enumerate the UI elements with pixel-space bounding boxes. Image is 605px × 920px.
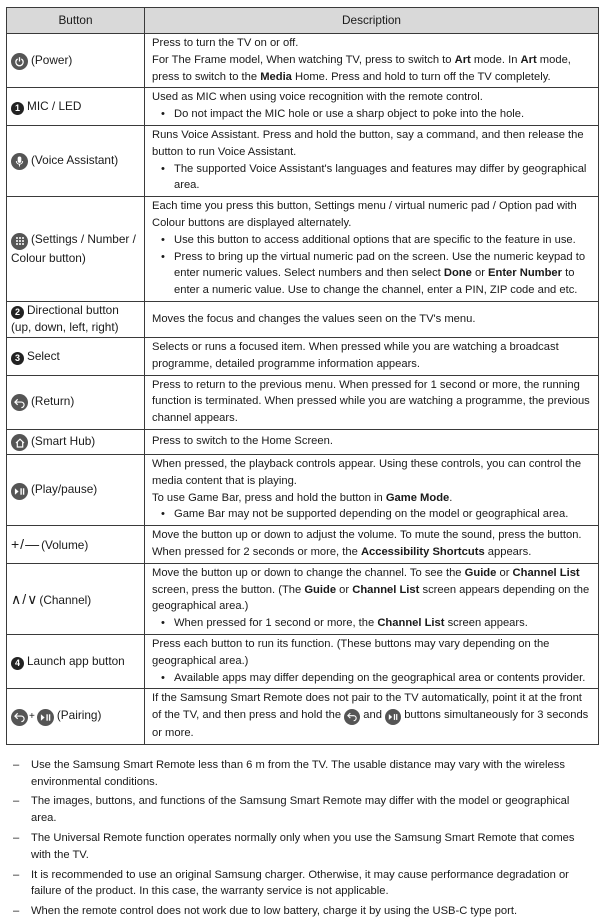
desc-cell-voice xyxy=(145,125,599,196)
settings-label: (Settings / Number / Colour button) xyxy=(11,232,136,265)
text-run: To use Game Bar, press and hold the button in xyxy=(152,491,386,504)
text-run: and xyxy=(360,709,386,722)
term-done: Done xyxy=(443,267,472,280)
desc-cell-channel xyxy=(145,563,599,634)
return-label: (Return) xyxy=(31,393,75,408)
settings-bullet-2 xyxy=(152,249,593,299)
desc-cell-mic xyxy=(145,88,599,126)
desc-cell-settings xyxy=(145,197,599,302)
text-run: screen appears depending on the geographical area.) xyxy=(152,583,590,613)
desc-cell-smarthub xyxy=(145,429,599,454)
term-art: Art xyxy=(454,53,471,66)
table-row-launch xyxy=(7,634,599,688)
text-run: When pressed for 1 second or more, the xyxy=(174,617,378,630)
playpause-bullet-1: • Game Bar may not be supported depending on the model or geographical area. xyxy=(152,506,593,523)
smarthub-desc-1: Press to switch to the Home Screen. xyxy=(152,435,333,448)
button-cell-pairing xyxy=(7,689,145,745)
pairing-label: (Pairing) xyxy=(56,708,102,723)
number-pad-icon xyxy=(11,233,28,250)
desc-cell-return xyxy=(145,375,599,429)
desc-cell-power xyxy=(145,34,599,88)
callout-number: 4 xyxy=(11,657,24,670)
button-cell-playpause xyxy=(7,454,145,525)
voice-desc-1: Runs Voice Assistant. Press and hold the button, say a command, and then release the button to run Voice Assistant. xyxy=(152,128,584,158)
text-run: . xyxy=(449,491,453,504)
desc-cell-select xyxy=(145,337,599,375)
desc-cell-directional xyxy=(145,301,599,337)
text-run: buttons simultaneously for 3 seconds or more. xyxy=(152,709,589,740)
callout-number: 2 xyxy=(11,306,24,319)
pairing-desc-1 xyxy=(152,690,593,742)
term-art: Art xyxy=(520,53,537,66)
table-header-row xyxy=(7,8,599,34)
table-row-voice xyxy=(7,125,599,196)
text-run: Press to bring up the virtual numeric pad on the screen. Use the numeric keypad to enter numeric values. Select numbers and then select xyxy=(174,250,586,280)
mic-label: MIC / LED xyxy=(27,99,82,114)
term-guide: Guide xyxy=(304,583,337,596)
note-item: – The images, buttons, and functions of the Samsung Smart Remote may differ with the model or geographical area. xyxy=(10,793,591,827)
button-cell-select xyxy=(7,337,145,375)
text-run: Home. Press and hold to turn off the TV completely. xyxy=(291,70,551,83)
power-desc-2 xyxy=(152,52,593,86)
voice-label: (Voice Assistant) xyxy=(31,153,119,168)
table-row-volume xyxy=(7,526,599,564)
text-run: mode, press to switch to the xyxy=(152,53,571,83)
text-run: screen, press the button. (The xyxy=(152,583,305,596)
notes-list xyxy=(6,757,599,920)
text-run: or xyxy=(336,583,353,596)
mic-desc-1: Used as MIC when using voice recognition with the remote control. xyxy=(152,91,483,104)
text-run: appears. xyxy=(484,545,532,558)
settings-bullet-1: • Use this button to access additional options that are specific to the feature in use. xyxy=(152,232,593,249)
header-button: Button xyxy=(7,8,145,34)
playpause-label: (Play/pause) xyxy=(31,481,98,496)
callout-number: 3 xyxy=(11,352,24,365)
plus-sign: + xyxy=(29,711,35,723)
button-cell-voice xyxy=(7,125,145,196)
text-run: or xyxy=(496,566,513,579)
text-run: For The Frame model, When watching TV, press to switch to xyxy=(152,53,455,66)
volume-label: (Volume) xyxy=(41,538,89,553)
button-cell-smarthub xyxy=(7,429,145,454)
text-run: If the Samsung Smart Remote does not pair to the TV automatically, point it at the front of the TV, and then press and hold the xyxy=(152,692,582,722)
remote-buttons-table xyxy=(6,7,599,745)
return-icon xyxy=(11,394,28,411)
home-icon xyxy=(11,434,28,451)
launch-bullet-1: • Available apps may differ depending on the geographical area or contents provider. xyxy=(152,670,593,687)
header-description: Description xyxy=(145,8,599,34)
mic-bullet-1: • Do not impact the MIC hole or use a sharp object to poke into the hole. xyxy=(152,106,593,123)
button-cell-channel xyxy=(7,563,145,634)
term-game-mode: Game Mode xyxy=(385,491,450,504)
button-cell-power xyxy=(7,34,145,88)
desc-cell-pairing xyxy=(145,689,599,745)
button-cell-launch xyxy=(7,634,145,688)
volume-glyph: +/— xyxy=(11,536,41,553)
volume-desc-2 xyxy=(152,544,593,561)
term-enter-number: Enter Number xyxy=(488,267,563,280)
playpause-desc-1: When pressed, the playback controls appear. Using these controls, you can control the media content that is playing. xyxy=(152,457,582,487)
launch-desc-1: Press each button to run its function. (These buttons may vary depending on the geographical area.) xyxy=(152,637,550,667)
note-item: – The Universal Remote function operates normally only when you use the Samsung Smart Remote that comes with the TV. xyxy=(10,830,591,864)
button-cell-settings xyxy=(7,197,145,302)
text-run: to enter a numeric value. Use to change the channel, enter a PIN, ZIP code and etc. xyxy=(174,267,578,297)
directional-desc-1: Moves the focus and changes the values seen on the TV's menu. xyxy=(152,312,476,325)
table-row-power xyxy=(7,34,599,88)
channel-glyph: ∧/∨ xyxy=(11,590,39,607)
button-cell-directional xyxy=(7,301,145,337)
button-cell-return xyxy=(7,375,145,429)
note-item: – Use the Samsung Smart Remote less than 6 m from the TV. The usable distance may vary with the wireless environmental conditions. xyxy=(10,757,591,791)
power-label: (Power) xyxy=(31,52,73,67)
table-row-settings xyxy=(7,197,599,302)
text-run: screen appears. xyxy=(444,617,528,630)
channel-bullet-1 xyxy=(152,615,593,632)
table-row-directional xyxy=(7,301,599,337)
channel-desc-1 xyxy=(152,565,593,615)
power-desc-1: Press to turn the TV on or off. xyxy=(152,37,299,49)
play-pause-icon xyxy=(385,709,401,725)
text-run: When pressed for 2 seconds or more, the xyxy=(152,545,361,558)
callout-number: 1 xyxy=(11,102,24,115)
table-row-channel xyxy=(7,563,599,634)
term-channel-list: Channel List xyxy=(377,617,445,630)
return-desc-1: Press to return to the previous menu. When pressed for 1 second or more, the running function is terminated. When pressed while you are watching a programme, the previous channel appears. xyxy=(152,378,590,425)
table-row-select xyxy=(7,337,599,375)
directional-label: Directional button (up, down, left, right) xyxy=(11,303,119,335)
term-channel-list: Channel List xyxy=(512,566,580,579)
note-item: – When the remote control does not work due to low battery, charge it by using the USB-C type port. xyxy=(10,903,591,920)
smarthub-label: (Smart Hub) xyxy=(31,433,96,448)
table-row-return xyxy=(7,375,599,429)
select-desc-1: Selects or runs a focused item. When pressed while you are watching a broadcast programme, detailed programme information appears. xyxy=(152,340,559,370)
return-icon xyxy=(344,709,360,725)
volume-desc-1: Move the button up or down to adjust the volume. To mute the sound, press the button. xyxy=(152,529,582,542)
microphone-icon xyxy=(11,153,28,170)
desc-cell-playpause xyxy=(145,454,599,525)
channel-label: (Channel) xyxy=(39,592,92,607)
term-channel-list: Channel List xyxy=(352,583,420,596)
desc-cell-volume xyxy=(145,526,599,564)
text-run: mode. In xyxy=(470,53,521,66)
power-icon xyxy=(11,53,28,70)
settings-desc-1: Each time you press this button, Settings menu / virtual numeric pad / Option pad with Colour buttons are displayed alternately. xyxy=(152,200,577,229)
play-pause-icon xyxy=(11,483,28,500)
button-cell-volume xyxy=(7,526,145,564)
voice-bullet-1: • The supported Voice Assistant's languages and features may differ by geographical area. xyxy=(152,161,593,195)
launch-label: Launch app button xyxy=(27,654,125,669)
note-item: – It is recommended to use an original Samsung charger. Otherwise, it may cause performance degradation or failure of the product. In this case, the warranty service is not applicable. xyxy=(10,867,591,901)
playpause-desc-2 xyxy=(152,490,593,507)
table-row-smarthub xyxy=(7,429,599,454)
select-label: Select xyxy=(27,348,60,363)
table-row-pairing xyxy=(7,689,599,745)
button-cell-mic xyxy=(7,88,145,126)
table-row-playpause xyxy=(7,454,599,525)
text-run: Move the button up or down to change the channel. To see the xyxy=(152,566,465,579)
table-row-mic xyxy=(7,88,599,126)
desc-cell-launch xyxy=(145,634,599,688)
text-run: or xyxy=(471,267,489,280)
term-media: Media xyxy=(260,70,292,83)
return-icon xyxy=(11,709,28,726)
term-accessibility-shortcuts: Accessibility Shortcuts xyxy=(360,545,485,558)
play-pause-icon xyxy=(37,709,54,726)
term-guide: Guide xyxy=(464,566,497,579)
